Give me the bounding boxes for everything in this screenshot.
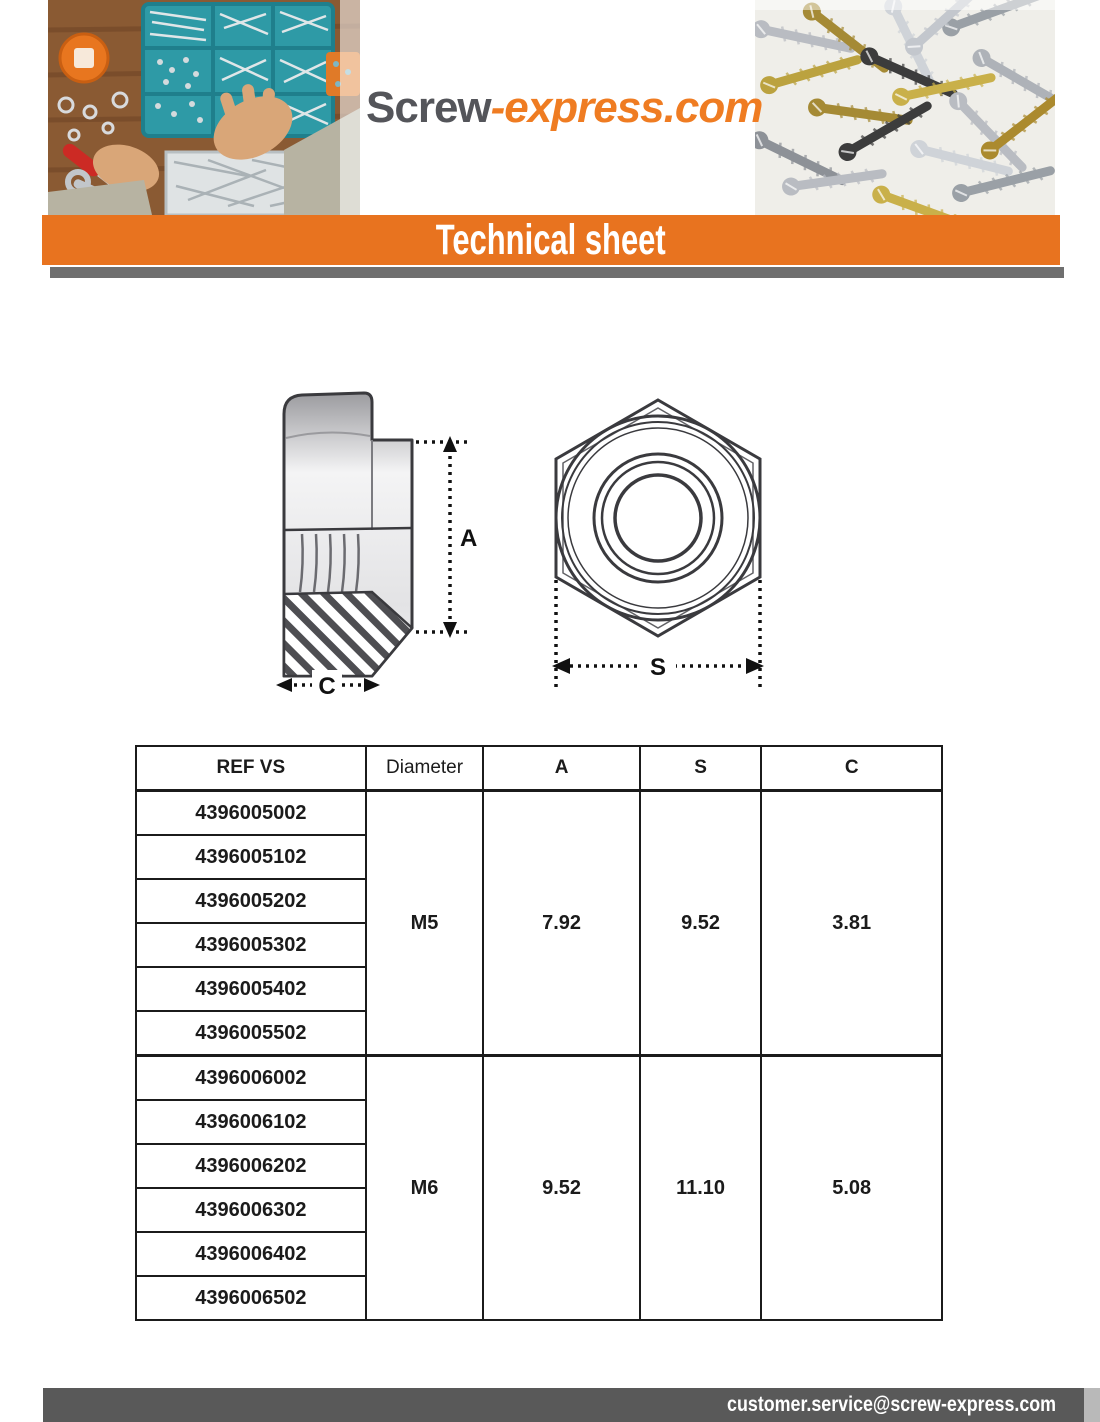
col-header-diameter: Diameter bbox=[366, 746, 484, 791]
site-logo bbox=[360, 58, 763, 158]
ref-number: 4396005502 bbox=[136, 1011, 366, 1056]
ref-number: 4396006202 bbox=[136, 1144, 366, 1188]
screws-pile-photo bbox=[755, 0, 1055, 215]
page-title: Technical sheet bbox=[436, 215, 666, 264]
footer-bar bbox=[43, 1388, 1084, 1422]
ref-number: 4396005002 bbox=[136, 791, 366, 836]
s-value: 11.10 bbox=[640, 1056, 762, 1321]
col-header-c: C bbox=[761, 746, 942, 791]
workbench-photo bbox=[48, 0, 360, 215]
c-value: 5.08 bbox=[761, 1056, 942, 1321]
ref-number: 4396006002 bbox=[136, 1056, 366, 1101]
customer-service-email[interactable]: customer.service@screw-express.com bbox=[727, 1393, 1056, 1416]
diameter-value: M5 bbox=[366, 791, 484, 1056]
col-header-s: S bbox=[640, 746, 762, 791]
nut-top-view-diagram bbox=[528, 378, 788, 698]
ref-number: 4396006302 bbox=[136, 1188, 366, 1232]
dimension-a bbox=[416, 436, 480, 638]
a-value: 7.92 bbox=[483, 791, 639, 1056]
banner-shadow bbox=[50, 267, 1064, 278]
c-value: 3.81 bbox=[761, 791, 942, 1056]
ref-number: 4396005102 bbox=[136, 835, 366, 879]
logo-suffix: -express.com bbox=[490, 83, 763, 132]
ref-number: 4396006102 bbox=[136, 1100, 366, 1144]
nut-side-view-diagram bbox=[272, 378, 482, 698]
ref-number: 4396006402 bbox=[136, 1232, 366, 1276]
table-row bbox=[136, 1056, 942, 1101]
a-value: 9.52 bbox=[483, 1056, 639, 1321]
spec-table bbox=[135, 745, 943, 1321]
diameter-value: M6 bbox=[366, 1056, 484, 1321]
ref-number: 4396005202 bbox=[136, 879, 366, 923]
logo-wordmark bbox=[366, 83, 762, 133]
dim-s-label: S bbox=[649, 654, 667, 681]
footer-bar-tail bbox=[1084, 1388, 1100, 1422]
ref-number: 4396006502 bbox=[136, 1276, 366, 1320]
logo-word: Screw bbox=[366, 83, 491, 132]
ref-number: 4396005402 bbox=[136, 967, 366, 1011]
col-header-ref: REF VS bbox=[136, 746, 366, 791]
technical-sheet-banner bbox=[42, 215, 1060, 265]
col-header-a: A bbox=[483, 746, 639, 791]
dim-a-label: A bbox=[460, 525, 478, 552]
dim-c-label: C bbox=[318, 673, 336, 698]
s-value: 9.52 bbox=[640, 791, 762, 1056]
table-row bbox=[136, 791, 942, 836]
table-header-row bbox=[136, 746, 942, 791]
ref-number: 4396005302 bbox=[136, 923, 366, 967]
